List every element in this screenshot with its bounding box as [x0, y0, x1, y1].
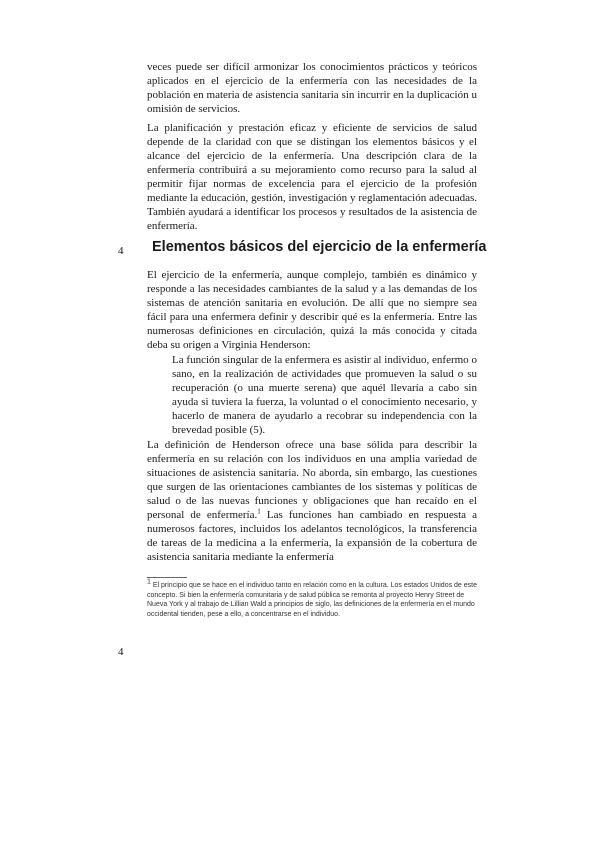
paragraph-henderson-analysis: [147, 438, 477, 564]
henderson-quote: La función singular de la enfermera es asistir al individuo, enfermo o sano, en la realización de actividades que promueven la salud o su recuperación (o una muerte serena) que aquél llevaría a cabo sin ayuda si tuviera la fuerza, la voluntad o el conocimiento necesario, y hacerlo de manera de ayudarlo a recobrar su independencia con la brevedad posible (5).: [172, 354, 477, 436]
footnote-marker: 1: [147, 578, 151, 586]
footnote-reference: 1: [257, 507, 261, 516]
paragraph-part-a: La definición de Henderson ofrece una base sólida para describir la enfermería en su relación con los individuos en una amplia variedad de situaciones de asistencia sanitaria. No aborda, sin embargo, las cuestiones que surgen de las orientaciones cambiantes de los sistemas y políticas de salud o de las nuevas funciones y obligaciones que han recaído en el personal de enfermería.: [147, 439, 477, 521]
paragraph-part-b: Las funciones han cambiado en respuesta a numerosos factores, incluidos los adelantos tecnológicos, la transferencia de tareas de la medicina a la enfermería, la expansión de la cobertura de asistencia sanitaria mediante la enfermería: [147, 509, 477, 563]
section-heading: Elementos básicos del ejercicio de la enfermería: [152, 239, 487, 255]
paragraph-definition-intro: El ejercicio de la enfermería, aunque complejo, también es dinámico y responde a las necesidades cambiantes de la salud y a las demandas de los sistemas de atención sanitaria en evolución. De allí que no siempre sea fácil para una enfermera definir y describir qué es la enfermería. Entre las numerosas definiciones en circulación, quizá la más conocida y citada deba su origen a Virginia Henderson:: [147, 269, 477, 351]
footnote-text: El principio que se hace en el individuo tanto en relación como en la cultura. Los estados Unidos de este concepto. Si bien la enfermería comunitaria y de salud pública se remonta al proyecto Henry Street de Nueva York y al trabajo de Lillian Wald a principios de siglo, las definiciones de la enfermería en el mundo occidental tienden, pese a ello, a concentrarse en el individuo.: [147, 582, 477, 618]
footnote: [147, 578, 477, 619]
section-number: 4: [118, 245, 124, 257]
footnote-divider: [147, 577, 187, 578]
page-number: 4: [118, 646, 124, 658]
paragraph-intro: veces puede ser difícil armonizar los conocimientos prácticos y teóricos aplicados en el ejercicio de la enfermería con las necesidades de la población en materia de asistencia sanitaria sin incurrir en la duplicación u omisión de servicios.: [147, 61, 477, 115]
paragraph-planning: La planificación y prestación eficaz y eficiente de servicios de salud depende de la claridad con que se distingan los elementos básicos y el alcance del ejercicio de la enfermería. Una descripción clara de la enfermería contribuirá a su mejoramiento como recurso para la salud al permitir fijar normas de excelencia para el ejercicio de la profesión mediante la educación, gestión, investigación y reglamentación adecuadas. También ayudará a identificar los procesos y resultados de la asistencia de enfermería.: [147, 122, 477, 232]
